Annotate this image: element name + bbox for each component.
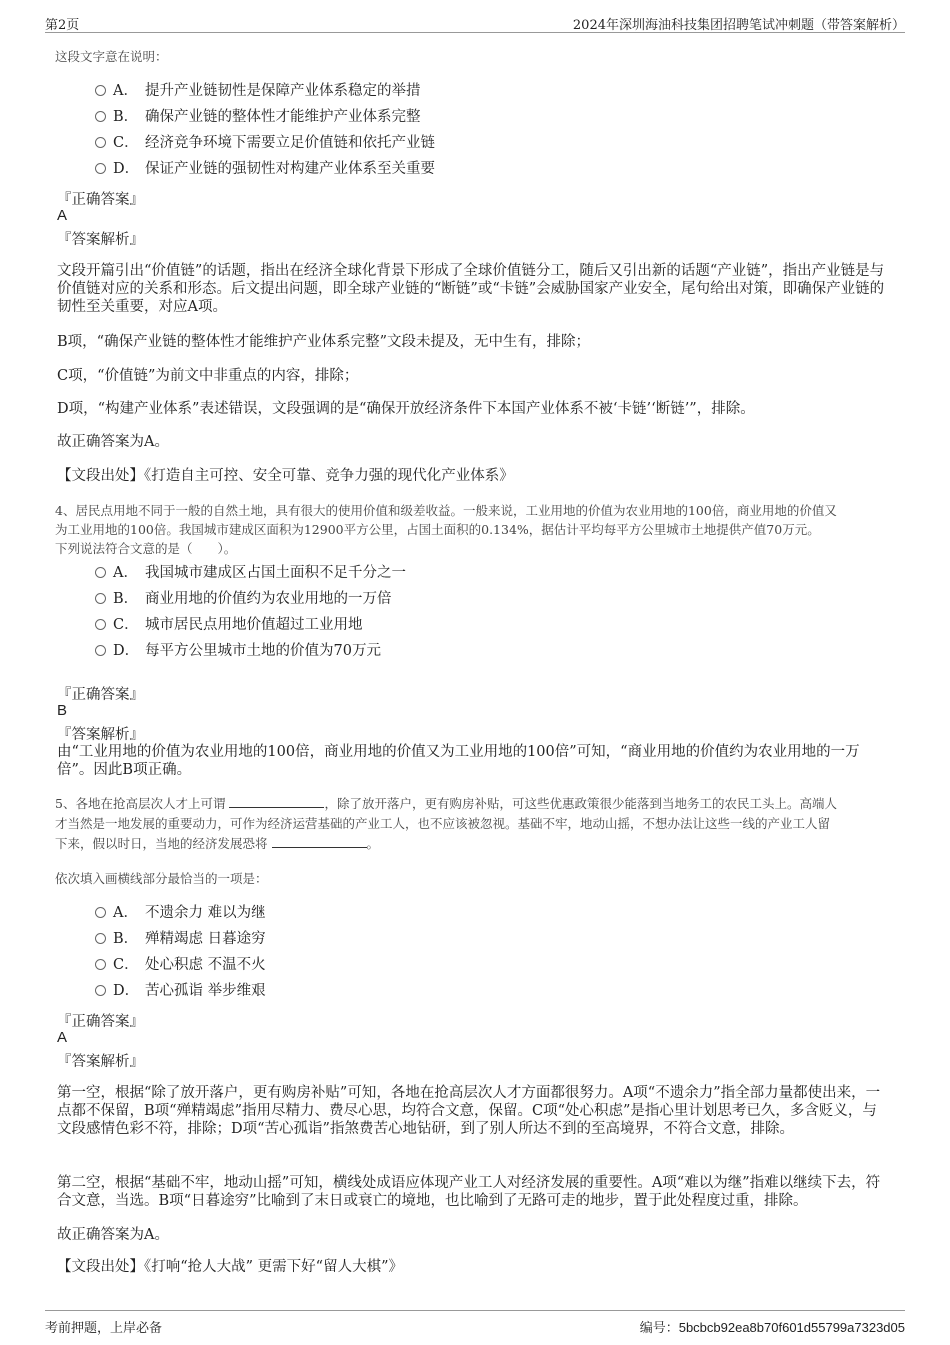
- fill-blank-1[interactable]: [229, 795, 324, 808]
- q4-analysis: 由“工业用地的价值为农业用地的100倍，商业用地的价值又为工业用地的100倍”可知，“商业用地的价值约为农业用地的一万倍”。因此B项正确。: [57, 744, 860, 778]
- q5-question: 依次填入画横线部分最恰当的一项是：: [55, 871, 268, 886]
- radio-icon[interactable]: [95, 567, 106, 578]
- q5-option-c[interactable]: C． 处心积虑 不温不火: [95, 954, 266, 976]
- q3-analysis-main: 文段开篇引出“价值链”的话题，指出在经济全球化背景下形成了全球价值链分工，随后又引出新的话题“产业链”，指出产业链是与价值链对应的关系和形态。后文提出问题，即全球产业链的“断链”或“卡链”会威胁国家产业安全，尾句给出对策，即确保产业链的韧性至关重要，对应A项。: [57, 263, 885, 315]
- q3-analysis-b: B项，“确保产业链的整体性才能维护产业体系完整”文段未提及，无中生有，排除；: [57, 334, 590, 350]
- radio-icon[interactable]: [95, 137, 106, 148]
- q5-option-a[interactable]: A． 不遗余力 难以为继: [95, 902, 266, 924]
- q3-analysis-label: 『答案解析』: [57, 232, 144, 248]
- q4-correct-label: 『正确答案』: [57, 687, 144, 703]
- q3-option-a[interactable]: A． 提升产业链韧性是保障产业体系稳定的举措: [95, 80, 421, 102]
- q3-option-c[interactable]: C． 经济竞争环境下需要立足价值链和依托产业链: [95, 132, 435, 154]
- radio-icon[interactable]: [95, 933, 106, 944]
- q3-correct-label: 『正确答案』: [57, 192, 144, 208]
- q4-option-b[interactable]: B． 商业用地的价值约为农业用地的一万倍: [95, 588, 392, 610]
- radio-icon[interactable]: [95, 593, 106, 604]
- q3-source: 【文段出处】《打造自主可控、安全可靠、竞争力强的现代化产业体系》: [57, 468, 514, 484]
- q4-answer: B: [57, 702, 68, 719]
- q5-source: 【文段出处】《打响“抢人大战” 更需下好“留人大棋”》: [57, 1259, 404, 1275]
- q5-analysis-first-blank: 第一空，根据“除了放开落户，更有购房补贴”可知，各地在抢高层次人才方面都很努力。A项“不遗余力”指全部力量都使出来，一点都不保留，B项“殚精竭虑”指用尽精力、费尽心思，均符合文意，保留。C项“处心积虑”是指心里计划思考已久，多含贬义，与文段感情色彩不符，排除；D项“苦心孤诣”指煞费苦心地钻研，到了别人所达不到的至高境界，不符合文意，排除。: [57, 1085, 881, 1137]
- q5-option-b[interactable]: B． 殚精竭虑 日暮途穷: [95, 928, 266, 950]
- q4-analysis-label: 『答案解析』: [57, 727, 144, 743]
- radio-icon[interactable]: [95, 111, 106, 122]
- q3-option-b[interactable]: B． 确保产业链的整体性才能维护产业体系完整: [95, 106, 421, 128]
- fill-blank-2[interactable]: [272, 835, 367, 848]
- radio-icon[interactable]: [95, 985, 106, 996]
- radio-icon[interactable]: [95, 645, 106, 656]
- q3-stem-tail: 这段文字意在说明：: [55, 49, 168, 64]
- q4-stem: 4、居民点用地不同于一般的自然土地，具有很大的使用价值和级差收益。一般来说，工业用地的价值为农业用地的100倍，商业用地的价值又 为工业用地的100倍。我国城市建成区面积为12900平方公里，占国土面积的0.134%，据估计平均每平方公里城市土地提供产值70万元。 下列说法符合文意的是（ ）。: [55, 503, 837, 556]
- footer-slogan: 考前押题，上岸必备: [45, 1321, 163, 1336]
- radio-icon[interactable]: [95, 85, 106, 96]
- radio-icon[interactable]: [95, 907, 106, 918]
- q3-analysis-c: C项，“价值链”为前文中非重点的内容，排除；: [57, 368, 359, 384]
- q5-analysis-second-blank: 第二空，根据“基础不牢，地动山摇”可知，横线处成语应体现产业工人对经济发展的重要性。A项“难以为继”指难以继续下去，符合文意，当选。B项“日暮途穷”比喻到了末日或衰亡的境地，也比喻到了无路可走的地步，置于此处程度过重，排除。: [57, 1175, 881, 1209]
- radio-icon[interactable]: [95, 619, 106, 630]
- q5-stem: 5、各地在抢高层次人才上可谓 ，除了放开落户，更有购房补贴，可这些优惠政策很少能落到当地务工的农民工头上。高端人 才当然是一地发展的重要动力，可作为经济运营基础的产业工人，也不应该被忽视。基础不牢，地动山摇，不想办法让这些一线的产业工人留 下来，假以时日，当地的经济发展恐将 。: [55, 796, 837, 851]
- q3-conclusion: 故正确答案为A。: [57, 434, 169, 450]
- q5-analysis-label: 『答案解析』: [57, 1054, 144, 1070]
- q4-option-d[interactable]: D． 每平方公里城市土地的价值为70万元: [95, 640, 381, 662]
- page-footer: [45, 1310, 905, 1337]
- q3-analysis-d: D项，“构建产业体系”表述错误，文段强调的是“确保开放经济条件下本国产业体系不被‘卡链’‘断链’”，排除。: [57, 401, 755, 417]
- document-title: 2024年深圳海油科技集团招聘笔试冲刺题（带答案解析）: [572, 18, 905, 33]
- page-number: 第2页: [45, 18, 80, 33]
- radio-icon[interactable]: [95, 959, 106, 970]
- q4-option-c[interactable]: C． 城市居民点用地价值超过工业用地: [95, 614, 363, 636]
- q5-conclusion: 故正确答案为A。: [57, 1227, 169, 1243]
- q3-answer: A: [57, 207, 68, 224]
- q5-option-d[interactable]: D． 苦心孤诣 举步维艰: [95, 980, 266, 1002]
- q5-correct-label: 『正确答案』: [57, 1014, 144, 1030]
- document-code: 编号：5bcbcb92ea8b70f601d55799a7323d05: [639, 1320, 905, 1336]
- q4-option-a[interactable]: A． 我国城市建成区占国土面积不足千分之一: [95, 562, 406, 584]
- q3-option-d[interactable]: D． 保证产业链的强韧性对构建产业体系至关重要: [95, 158, 435, 180]
- q5-answer: A: [57, 1029, 68, 1046]
- page-header: [45, 10, 905, 33]
- radio-icon[interactable]: [95, 163, 106, 174]
